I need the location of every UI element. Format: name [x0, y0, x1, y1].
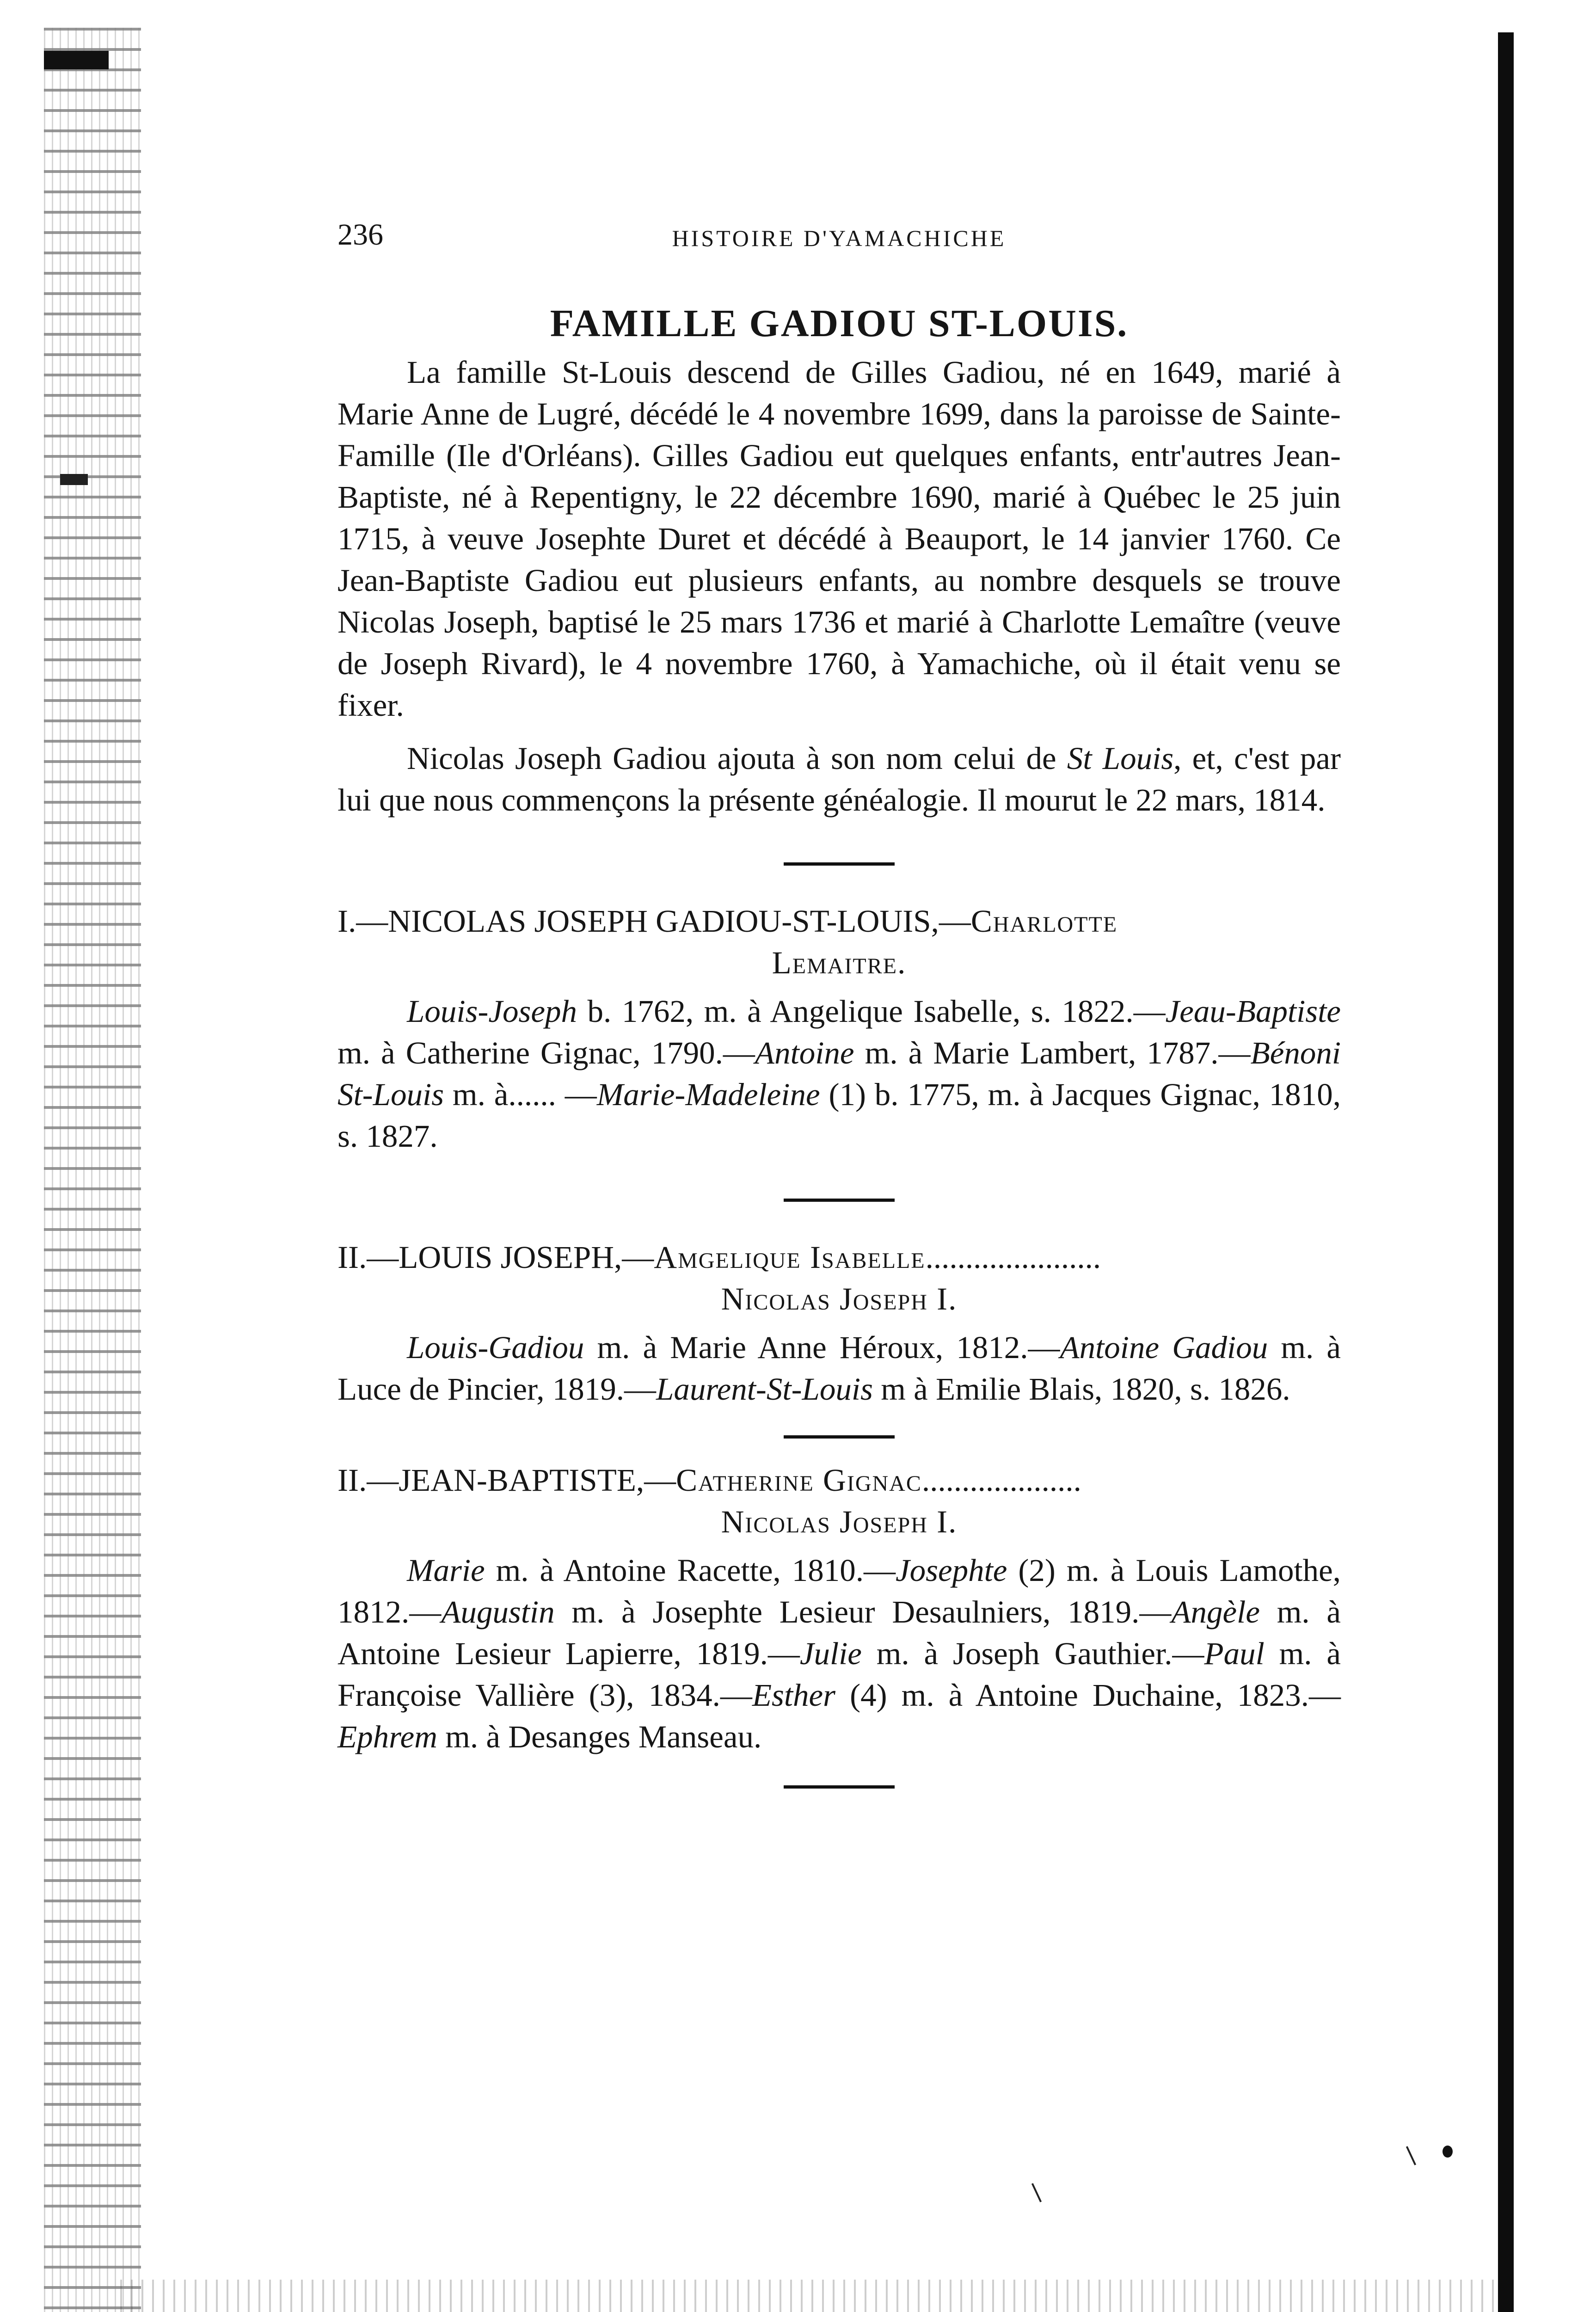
entry-text: m. à Luce de Pincier, 1819.— [338, 1330, 1341, 1407]
child-name: Bénoni St-Louis [338, 1035, 1341, 1112]
scan-edge-right [1498, 32, 1514, 2312]
intro-paragraph-2: Nicolas Joseph Gadiou ajouta à son nom celui de St Louis, et, c'est par lui que nous commençons la présente généalogie. Il mourut le 22 mars, 1814. [338, 741, 1341, 818]
entry-text: m. à Catherine Gignac, 1790.— [338, 1035, 755, 1070]
entry-text: m. à Josephte Lesieur Desaulniers, 1819.— [554, 1594, 1172, 1629]
child-name: Josephte [895, 1553, 1007, 1588]
scan-edge-left [44, 28, 141, 2312]
entry-text: b. 1762, m. à Angelique Isabelle, s. 1822.— [577, 994, 1166, 1029]
scan-mark [60, 474, 88, 485]
intro-paragraph: La famille St-Louis descend de Gilles Gadiou, né en 1649, marié à Marie Anne de Lugré, décédé le 4 novembre 1699, dans la paroisse de Sainte-Famille (Ile d'Orléans). Gilles Gadiou eut quelques enfants, entr'autres Jean-Baptiste, né à Repentigny, le 22 décembre 1690, marié à Québec le 25 juin 1715, à veuve Josephte Duret et décédé à Beauport, le 14 janvier 1760. Ce Jean-Baptiste Gadiou eut plusieurs enfants, au nombre desquels se trouve Nicolas Joseph, baptisé le 25 mars 1736 et marié à Charlotte Lemaître (veuve de Joseph Rivard), le 4 novembre 1760, à Yamachiche, où il était venu se fixer. [338, 355, 1341, 723]
entry-subheading: Nicolas Joseph I. [721, 1281, 958, 1316]
scan-noise-bottom [120, 2280, 1498, 2312]
child-name: Antoine [755, 1035, 854, 1070]
entry-children [338, 990, 1341, 1157]
entry-text: (2) m. à Louis Lamothe, 1812.— [338, 1553, 1341, 1629]
child-name: Louis-Joseph [407, 994, 577, 1029]
entry-text: m. à Antoine Lesieur Lapierre, 1819.— [338, 1594, 1341, 1671]
ink-speck [1406, 2146, 1416, 2165]
genealogy-entry [338, 900, 1341, 1157]
scan-mark [44, 51, 109, 69]
entry-text: m. à Marie Anne Héroux, 1812.— [584, 1330, 1060, 1365]
child-name: Louis-Gadiou [407, 1330, 584, 1365]
child-name: Ephrem [338, 1719, 437, 1754]
family-title: FAMILLE GADIOU ST-LOUIS. [550, 302, 1129, 345]
entry-text: m. à Françoise Vallière (3), 1834.— [338, 1636, 1341, 1713]
separator-rule [784, 1199, 895, 1202]
page-header [338, 203, 1341, 259]
child-name: Augustin [441, 1594, 555, 1629]
running-head: HISTOIRE D'YAMACHICHE [672, 225, 1007, 251]
entry-text: m à Emilie Blais, 1820, s. 1826. [872, 1371, 1290, 1407]
entry-subheading: Lemaitre. [772, 945, 907, 980]
entry-subheading: Nicolas Joseph I. [721, 1504, 958, 1539]
child-name: Marie [407, 1553, 485, 1588]
entry-children [338, 1327, 1341, 1410]
separator-rule [784, 1785, 895, 1789]
entry-text: m. à...... — [444, 1077, 597, 1112]
page [338, 203, 1341, 1789]
entry-heading: II.—JEAN-BAPTISTE,—Catherine Gignac.................... [338, 1463, 1081, 1498]
entry-heading: II.—LOUIS JOSEPH,—Amgelique Isabelle...................... [338, 1240, 1101, 1275]
ink-speck [1443, 2146, 1453, 2158]
entry-text: (4) m. à Antoine Duchaine, 1823.— [835, 1678, 1341, 1713]
separator-rule [784, 1435, 895, 1439]
child-name: Esther [752, 1678, 835, 1713]
genealogy-entry [338, 1459, 1341, 1758]
entry-text: m. à Marie Lambert, 1787.— [854, 1035, 1251, 1070]
ink-speck [1031, 2183, 1042, 2202]
entry-text: m. à Desanges Manseau. [437, 1719, 762, 1754]
child-name: Angèle [1171, 1594, 1260, 1629]
child-name: Paul [1204, 1636, 1265, 1671]
entry-text: m. à Antoine Racette, 1810.— [485, 1553, 896, 1588]
entry-heading: I.—NICOLAS JOSEPH GADIOU-ST-LOUIS,—Charlotte [338, 904, 1118, 939]
child-name: Julie [799, 1636, 862, 1671]
page-number: 236 [338, 218, 383, 252]
child-name: Jeau-Baptiste [1165, 994, 1341, 1029]
child-name: Laurent-St-Louis [656, 1371, 873, 1407]
entry-text: (1) b. 1775, m. à Jacques Gignac, 1810, s. 1827. [338, 1077, 1341, 1154]
child-name: Antoine Gadiou [1060, 1330, 1268, 1365]
separator-rule [784, 862, 895, 866]
genealogy-entry [338, 1236, 1341, 1410]
child-name: Marie-Madeleine [596, 1077, 820, 1112]
entry-children [338, 1550, 1341, 1758]
entry-text: m. à Joseph Gauthier.— [861, 1636, 1204, 1671]
